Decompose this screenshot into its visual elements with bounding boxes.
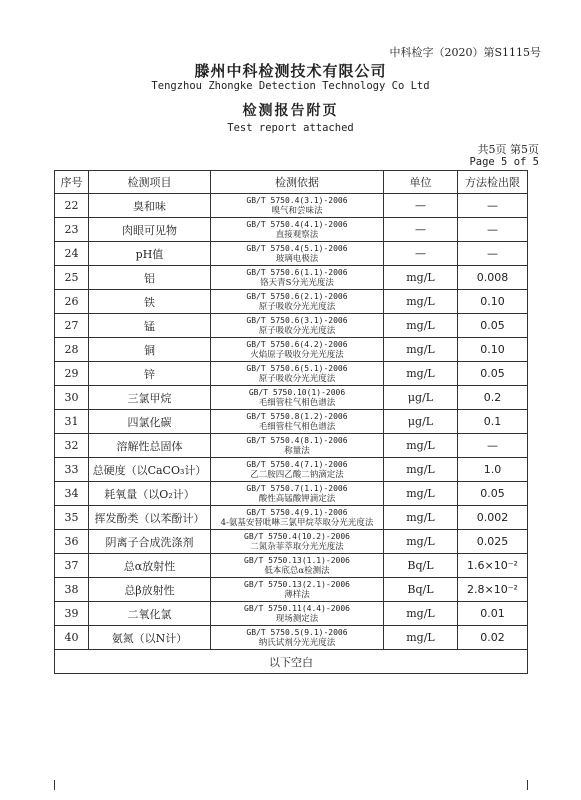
header-unit: 单位	[384, 171, 458, 194]
test-results-table	[54, 170, 528, 674]
detection-limit: 0.2	[458, 386, 528, 410]
unit: mg/L	[384, 314, 458, 338]
test-basis	[211, 218, 384, 242]
header-item: 检测项目	[89, 171, 211, 194]
test-item: 铁	[89, 290, 211, 314]
unit: mg/L	[384, 626, 458, 650]
standard-code: GB/T 5750.6(3.1)-2006	[246, 315, 348, 325]
test-method: 铬天青S分光光度法	[260, 277, 334, 288]
header-no: 序号	[55, 171, 89, 194]
test-method: 原子吸收分光光度法	[258, 301, 336, 312]
unit: —	[384, 242, 458, 266]
detection-limit: 1.0	[458, 458, 528, 482]
test-item: 肉眼可见物	[89, 218, 211, 242]
row-number: 26	[55, 290, 89, 314]
organization-name-cn: 滕州中科检测技术有限公司	[194, 62, 387, 80]
standard-code: GB/T 5750.4(4.1)-2006	[246, 219, 348, 229]
detection-limit: —	[458, 242, 528, 266]
standard-code: GB/T 5750.4(7.1)-2006	[246, 459, 348, 469]
row-number: 35	[55, 506, 89, 530]
test-item: 挥发酚类（以苯酚计）	[89, 506, 211, 530]
test-method: 薄样法	[284, 589, 310, 600]
standard-code: GB/T 5750.7(1.1)-2006	[246, 483, 348, 493]
row-number: 24	[55, 242, 89, 266]
test-basis	[211, 266, 384, 290]
test-method: 嗅气和尝味法	[271, 205, 323, 216]
detection-limit: 0.025	[458, 530, 528, 554]
table-footer-row	[55, 650, 528, 674]
test-basis	[211, 242, 384, 266]
test-basis	[211, 482, 384, 506]
test-basis	[211, 314, 384, 338]
page-title-cn: 检测报告附页	[242, 103, 339, 119]
table-row	[55, 194, 528, 218]
table-row	[55, 506, 528, 530]
header-limit: 方法检出限	[458, 171, 528, 194]
test-method: 原子吸收分光光度法	[258, 325, 336, 336]
unit: mg/L	[384, 266, 458, 290]
table-row	[55, 602, 528, 626]
blank-below-note: 以下空白	[55, 650, 528, 674]
standard-code: GB/T 5750.6(2.1)-2006	[246, 291, 348, 301]
test-item: 溶解性总固体	[89, 434, 211, 458]
test-basis	[211, 506, 384, 530]
detection-limit: 0.05	[458, 362, 528, 386]
row-number: 36	[55, 530, 89, 554]
test-method: 4-氨基安替吡啉三氯甲烷萃取分光光度法	[220, 517, 374, 528]
page-count-en: Page 5 of 5	[469, 156, 539, 168]
test-item: pH值	[89, 242, 211, 266]
standard-code: GB/T 5750.6(5.1)-2006	[246, 363, 348, 373]
table-row	[55, 386, 528, 410]
test-method: 酸性高锰酸钾滴定法	[258, 493, 336, 504]
test-method: 毛细管柱气相色谱法	[258, 421, 336, 432]
test-method: 玻璃电极法	[275, 253, 319, 264]
standard-code: GB/T 5750.6(4.2)-2006	[246, 339, 348, 349]
table-row	[55, 338, 528, 362]
test-method: 直接观察法	[275, 229, 319, 240]
test-item: 二氧化氯	[89, 602, 211, 626]
test-item: 铜	[89, 338, 211, 362]
table-row	[55, 218, 528, 242]
test-item: 氨氮（以N计）	[89, 626, 211, 650]
unit: mg/L	[384, 362, 458, 386]
row-number: 39	[55, 602, 89, 626]
test-method: 纳氏试剂分光光度法	[258, 637, 336, 648]
test-method: 现场测定法	[275, 613, 319, 624]
standard-code: GB/T 5750.6(1.1)-2006	[246, 267, 348, 277]
test-basis	[211, 578, 384, 602]
document-number: 中科检字（2020）第S1115号	[389, 46, 541, 59]
test-item: 四氯化碳	[89, 410, 211, 434]
test-basis	[211, 362, 384, 386]
row-number: 34	[55, 482, 89, 506]
test-basis	[211, 338, 384, 362]
row-number: 25	[55, 266, 89, 290]
standard-code: GB/T 5750.4(9.1)-2006	[246, 507, 348, 517]
row-number: 23	[55, 218, 89, 242]
detection-limit: 0.002	[458, 506, 528, 530]
standard-code: GB/T 5750.13(1.1)-2006	[244, 555, 350, 565]
row-number: 40	[55, 626, 89, 650]
test-item: 耗氧量（以O₂计）	[89, 482, 211, 506]
detection-limit: —	[458, 218, 528, 242]
test-method: 低本底总α检测法	[264, 565, 330, 576]
test-item: 总α放射性	[89, 554, 211, 578]
detection-limit: 0.05	[458, 482, 528, 506]
row-number: 31	[55, 410, 89, 434]
table-row	[55, 290, 528, 314]
test-basis	[211, 290, 384, 314]
test-item: 锰	[89, 314, 211, 338]
standard-code: GB/T 5750.13(2.1)-2006	[244, 579, 350, 589]
test-item: 铝	[89, 266, 211, 290]
test-method: 二氮杂菲萃取分光光度法	[250, 541, 344, 552]
row-number: 33	[55, 458, 89, 482]
table-header-row	[55, 171, 528, 194]
test-method: 毛细管柱气相色谱法	[258, 397, 336, 408]
unit: mg/L	[384, 338, 458, 362]
row-number: 27	[55, 314, 89, 338]
standard-code: GB/T 5750.4(5.1)-2006	[246, 243, 348, 253]
detection-limit: 0.10	[458, 338, 528, 362]
standard-code: GB/T 5750.8(1.2)-2006	[246, 411, 348, 421]
detection-limit: 2.8×10⁻²	[458, 578, 528, 602]
table-row	[55, 458, 528, 482]
table-row	[55, 266, 528, 290]
unit: mg/L	[384, 506, 458, 530]
test-basis	[211, 386, 384, 410]
detection-limit: 0.1	[458, 410, 528, 434]
test-basis	[211, 434, 384, 458]
table-row	[55, 362, 528, 386]
table-frame-left	[54, 780, 55, 790]
standard-code: GB/T 5750.4(3.1)-2006	[246, 195, 348, 205]
test-item: 总硬度（以CaCO₃计）	[89, 458, 211, 482]
table-row	[55, 554, 528, 578]
detection-limit: 0.008	[458, 266, 528, 290]
test-item: 总β放射性	[89, 578, 211, 602]
standard-code: GB/T 5750.10(1)-2006	[248, 387, 346, 397]
test-basis	[211, 194, 384, 218]
row-number: 28	[55, 338, 89, 362]
header-basis: 检测依据	[211, 171, 384, 194]
unit: Bq/L	[384, 554, 458, 578]
test-method: 乙二胺四乙酸二钠滴定法	[250, 469, 344, 480]
standard-code: GB/T 5750.11(4.4)-2006	[244, 603, 350, 613]
test-basis	[211, 602, 384, 626]
table-row	[55, 242, 528, 266]
row-number: 32	[55, 434, 89, 458]
table-row	[55, 530, 528, 554]
test-item: 阴离子合成洗涤剂	[89, 530, 211, 554]
seal-stamp	[553, 405, 577, 545]
test-item: 臭和味	[89, 194, 211, 218]
standard-code: GB/T 5750.5(9.1)-2006	[246, 627, 348, 637]
table-row	[55, 482, 528, 506]
test-basis	[211, 458, 384, 482]
table-row	[55, 434, 528, 458]
unit: —	[384, 194, 458, 218]
test-basis	[211, 410, 384, 434]
unit: —	[384, 218, 458, 242]
row-number: 30	[55, 386, 89, 410]
detection-limit: —	[458, 194, 528, 218]
table-row	[55, 626, 528, 650]
page-count-cn: 共5页 第5页	[477, 143, 539, 156]
unit: mg/L	[384, 602, 458, 626]
row-number: 29	[55, 362, 89, 386]
row-number: 38	[55, 578, 89, 602]
row-number: 37	[55, 554, 89, 578]
detection-limit: 0.05	[458, 314, 528, 338]
detection-limit: 0.02	[458, 626, 528, 650]
test-method: 火焰原子吸收分光光度法	[250, 349, 344, 360]
test-basis	[211, 554, 384, 578]
detection-limit: 1.6×10⁻²	[458, 554, 528, 578]
unit: μg/L	[384, 386, 458, 410]
unit: μg/L	[384, 410, 458, 434]
table-row	[55, 410, 528, 434]
unit: mg/L	[384, 458, 458, 482]
unit: mg/L	[384, 290, 458, 314]
test-basis	[211, 626, 384, 650]
unit: mg/L	[384, 530, 458, 554]
test-method: 原子吸收分光光度法	[258, 373, 336, 384]
test-item: 三氯甲烷	[89, 386, 211, 410]
unit: mg/L	[384, 434, 458, 458]
test-basis	[211, 530, 384, 554]
table-row	[55, 578, 528, 602]
test-method: 称量法	[284, 445, 310, 456]
unit: mg/L	[384, 482, 458, 506]
test-item: 锌	[89, 362, 211, 386]
standard-code: GB/T 5750.4(10.2)-2006	[244, 531, 350, 541]
unit: Bq/L	[384, 578, 458, 602]
page-title-en: Test report attached	[227, 122, 354, 134]
table-frame-right	[527, 780, 528, 790]
detection-limit: —	[458, 434, 528, 458]
standard-code: GB/T 5750.4(8.1)-2006	[246, 435, 348, 445]
table-row	[55, 314, 528, 338]
organization-name-en: Tengzhou Zhongke Detection Technology Co Ltd	[151, 80, 430, 92]
detection-limit: 0.10	[458, 290, 528, 314]
detection-limit: 0.01	[458, 602, 528, 626]
row-number: 22	[55, 194, 89, 218]
